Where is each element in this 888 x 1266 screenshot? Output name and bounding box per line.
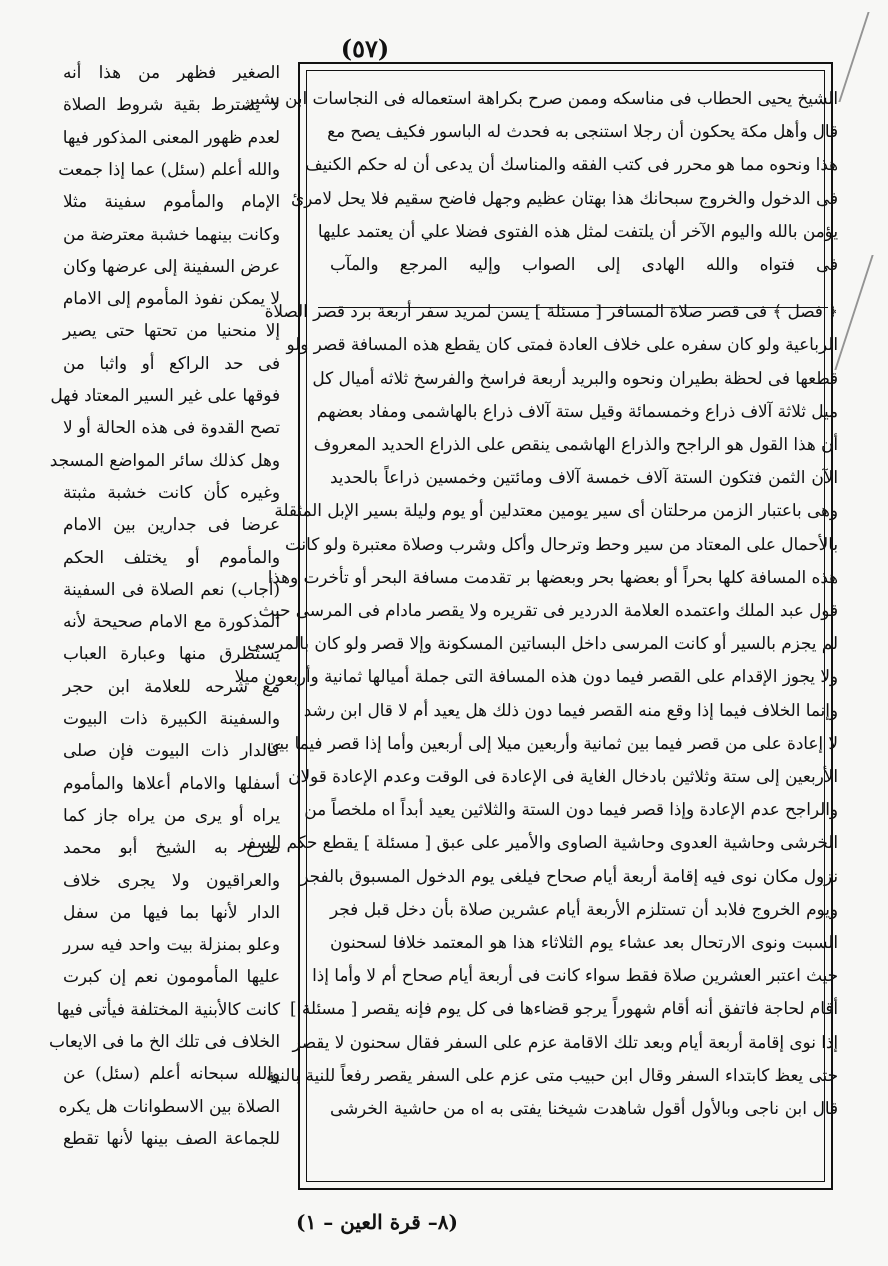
margin-text-line: للجماعة الصف بينها لأنها تقطع bbox=[63, 1127, 280, 1148]
margin-text-line: والمأموم أو يختلف الحكم bbox=[63, 546, 280, 567]
main-text-line: يؤمن بالله واليوم الآخر أن يلتفت لمثل هذه الفتوى فضلا علي أن يعتمد عليها bbox=[317, 220, 838, 241]
main-text-line: قال ابن ناجى وبالأول أقول شاهدت شيخنا يفتى به اه من حاشية الخرشى bbox=[330, 1098, 838, 1118]
margin-text-line: وغيره كأن كانت خشبة مثبتة bbox=[63, 481, 280, 502]
margin-text-line: وهل كذلك سائر المواضع المسجد bbox=[49, 449, 280, 470]
main-text-line: ولا يجوز الإقدام على القصر فيما دون هذه المسافة التى جملة أميالها ثمانية وأربعون ميلا bbox=[234, 666, 838, 687]
main-text-line: هذه المسافة كلها بحراً أو بعضها بحر وبعضها بر تقدمت مسافة البحر أو تأخرت وهذا bbox=[267, 566, 838, 587]
margin-text-line: عرض السفينة إلى عرضها وكان bbox=[63, 255, 280, 276]
margin-text-line: الإمام والمأموم سفينة مثلا bbox=[63, 191, 280, 212]
margin-text-line: عرضا فى جدارين بين الامام bbox=[63, 514, 280, 535]
main-text-line: فى الدخول والخروج سبحانك هذا بهتان عظيم وجهل فاضح سقيم فلا يحل لامرئ bbox=[291, 187, 838, 208]
main-text-line: الرباعية ولو كان سفره على خلاف العادة فمتى كان يقطع هذه المسافة قصر ولو bbox=[286, 334, 838, 355]
main-text-line: أن هذا القول هو الراجح والذراع الهاشمى ينقص على الذراع الحديد المعروف bbox=[313, 434, 838, 454]
footer-title: (٨– قرة العين – ١) bbox=[296, 1210, 458, 1234]
margin-text-line: الصلاة بين الاسطوانات هل يكره bbox=[58, 1095, 280, 1116]
main-text-line: ويوم الخروج فلابد أن تستلزم الأربعة أيام عشرين صلاة بأن دخل قبل فجر bbox=[330, 898, 838, 919]
margin-text-line: والسفينة الكبيرة ذات البيوت bbox=[63, 708, 280, 728]
margin-text-line: المذكورة مع الامام صحيحة لأنه bbox=[63, 611, 280, 632]
main-text-line: قال وأهل مكة يحكون أن رجلا استنجى به فحدث له الباسور فكيف يصح مع bbox=[327, 121, 838, 142]
margin-text-line: وكانت بينهما خشبة معترضة من bbox=[63, 223, 280, 244]
main-text-line: لا إعادة على من قصر فيما بين ثمانية وأربعين ميلا إلى أربعين وأما إذا قصر فيما بين bbox=[266, 732, 838, 753]
margin-text-line: لا يمكن نفوذ المأموم إلى الامام bbox=[62, 288, 280, 309]
margin-text-line: وعلو بمنزلة بيت واحد فيه سرر bbox=[63, 934, 280, 955]
main-text-line: نزول مكان نوى فيه إقامة أربعة أيام صحاح فيلغى يوم الدخول المسبوق بالفجر bbox=[300, 865, 838, 886]
main-text-line: أقام لحاجة فاتفق أنه أقام شهوراً يرجو قضاءها فى كل يوم فإنه يقصر [ مسئلة ] bbox=[289, 998, 838, 1019]
margin-text-line: يراه أو يرى من يراه جاز كما bbox=[63, 804, 280, 825]
main-text-line: ميل ثلاثة آلاف ذراع وخمسمائة وقيل ستة آلاف ذراع بالهاشمى ومفاد بعضهم bbox=[316, 400, 838, 421]
main-text-line: الخرشى وحاشية العدوى وحاشية الصاوى والأمير على عبق [ مسئلة ] يقطع حكم السفر bbox=[238, 832, 838, 853]
main-text-line: فى فتواه والله الهادى إلى الصواب وإليه المرجع والمآب bbox=[330, 254, 838, 274]
margin-text-line: أسفلها والامام أعلاها والمأموم bbox=[63, 772, 280, 793]
margin-text-line: مع شرحه للعلامة ابن حجر bbox=[63, 675, 280, 696]
margin-text-line: (أجاب) نعم الصلاة فى السفينة bbox=[63, 578, 280, 599]
margin-text-line: والله سبحانه أعلم (سئل) عن bbox=[63, 1063, 280, 1084]
main-text-line: حتى يعظ كابتداء السفر وقال ابن حبيب متى عزم على السفر يقصر رفعاً للنية بالنية bbox=[266, 1064, 838, 1085]
margin-text-line: لا يشترط بقية شروط الصلاة bbox=[63, 94, 280, 115]
main-text-line: حيث اعتبر العشرين صلاة فقط سواء كانت فى أربعة أيام صحاح أم لا وأما إذا bbox=[312, 965, 838, 986]
margin-text-line: تصح القدوة فى هذه الحالة أو لا bbox=[63, 417, 280, 438]
margin-text-line: والعراقيون ولا يجرى خلاف bbox=[63, 869, 280, 890]
margin-text-line: فوقها على غير السير المعتاد فهل bbox=[50, 385, 280, 405]
main-text-line: لم يجزم بالسير أو كانت المرسى داخل البساتين المسكونة وإلا قصر ولو كان بالمرسى bbox=[247, 633, 838, 654]
margin-text-line: والله أعلم (سئل) عما إذا جمعت bbox=[58, 158, 280, 179]
margin-text-line: إلا منحنيا من تحتها حتى يصير bbox=[63, 320, 280, 341]
page-number: (٥٧) bbox=[340, 34, 390, 63]
section-divider bbox=[318, 307, 828, 308]
scan-edge-mark bbox=[838, 12, 883, 102]
margin-text-line: عليها المأمومون نعم إن كبرت bbox=[63, 966, 280, 987]
margin-text-line: يستطرق منها وعبارة العباب bbox=[63, 643, 280, 664]
main-text-line: الأربعين إلى ستة وثلاثين بادخال الغاية فى الإعادة فى الوقت وعدم الإعادة قولان bbox=[288, 766, 838, 786]
main-text-line: قطعها فى لحظة بطيران ونحوه والبريد أربعة فراسخ والفرسخ ثلاثه أميال كل bbox=[312, 367, 838, 388]
main-text-line: الشيخ يحيى الحطاب فى مناسكه وممن صرح بكراهة استعماله فى النجاسات ابن بشير bbox=[245, 88, 838, 108]
main-text-line: قول عبد الملك واعتمده العلامة الدردير فى تقريره ولا يقصر مادام فى المرسى حيث bbox=[258, 600, 838, 620]
main-text-line: وهى باعتبار الزمن مرحلتان أى سير يومين معتدلين أو يوم وليلة بسير الإبل المثقلة bbox=[274, 500, 838, 521]
margin-text-line: الصغير فظهر من هذا أنه bbox=[63, 62, 280, 82]
margin-text-line: الدار لأنها بما فيها من سفل bbox=[63, 901, 280, 922]
main-text-line: والراجح عدم الإعادة وإذا قصر فيما دون الستة والثلاثين يعيد أبداً اه ملخصاً من bbox=[304, 799, 838, 820]
margin-text-line: كانت كالأبنية المختلفة فيأتى فيها bbox=[56, 998, 280, 1019]
margin-text-line: صرح به الشيخ أبو محمد bbox=[63, 837, 280, 858]
main-text-line: وإنما الخلاف فيما إذا وقع منه القصر فيما دون ذلك هل يعيد أم لا قال ابن رشد bbox=[303, 699, 838, 720]
margin-text-line: فى حد الراكع أو واثبا من bbox=[63, 352, 280, 373]
main-text-line: إذا نوى إقامة أربعة أيام وبعد تلك الاقامة عزم على السفر فقال سحنون لا يقصر bbox=[292, 1031, 838, 1052]
main-text-line: ﴿ فصل ﴾ فى قصر صلاة المسافر [ مسئلة ] يسن لمريد سفر أربعة برد قصر الصلاة bbox=[264, 301, 838, 322]
main-text-line: السبت ونوى الارتحال بعد عشاء يوم الثلاثاء هذا هو المعتمد خلافا لسحنون bbox=[330, 932, 838, 952]
margin-text-line: لعدم ظهور المعنى المذكور فيها bbox=[62, 126, 280, 147]
main-text-line: بالأحمال على المعتاد من سير وحط وترحال وأكل وشرب وصلاة معتبرة ولو كانت bbox=[284, 533, 838, 554]
main-text-line: الآن الثمن فتكون الستة آلاف خمسة آلاف ومائتين وخمسين ذراعاً بالحديد bbox=[330, 467, 838, 488]
margin-text-line: كالدار ذات البيوت فإن صلى bbox=[63, 740, 280, 761]
margin-text-line: الخلاف فى تلك الخ ما فى الايعاب bbox=[48, 1031, 280, 1051]
scan-edge-mark bbox=[834, 255, 887, 370]
main-text-line: هذا ونحوه مما هو محرر فى كتب الفقه والمناسك أن يدعى أن له حكم الكنيف bbox=[305, 154, 838, 175]
